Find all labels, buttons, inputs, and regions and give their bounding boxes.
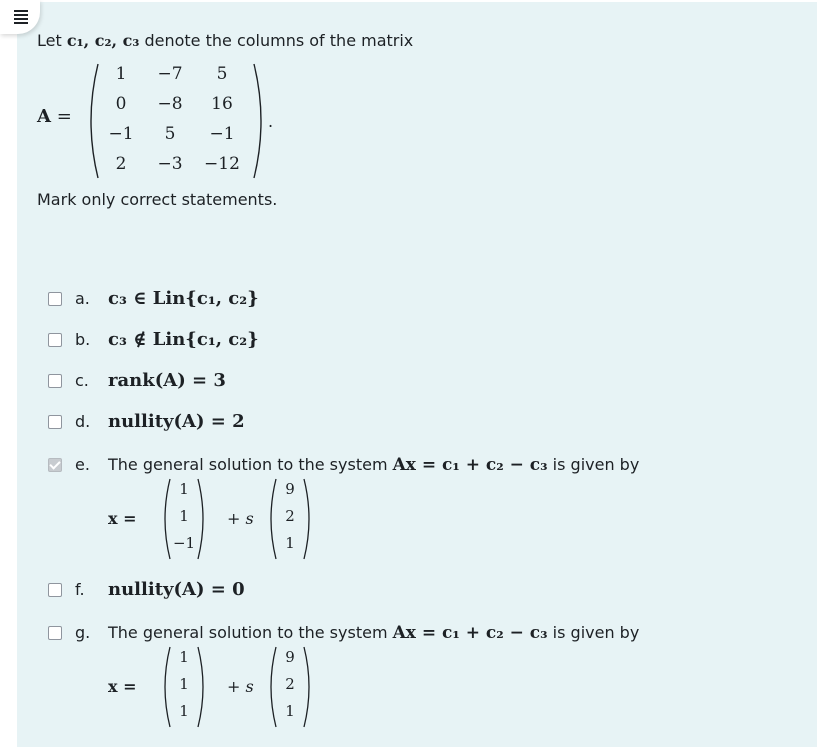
vector-entry: 1 (285, 702, 295, 720)
matrix-cell: 2 (115, 154, 127, 174)
column-vector (266, 645, 314, 729)
matrix-label: A = (37, 106, 72, 127)
matrix-cell: 0 (115, 94, 127, 114)
option-checkbox-b[interactable] (48, 333, 62, 347)
option-math[interactable]: rank(A) = 3 (108, 370, 226, 391)
option-letter: b. (75, 330, 91, 349)
x-label: x = (108, 677, 137, 696)
instruction-text: Mark only correct statements. (37, 190, 278, 209)
option-text[interactable] (108, 455, 639, 475)
option-math[interactable]: c₃ ∉ Lin{c₁, c₂} (108, 329, 259, 350)
matrix-cell: −3 (157, 154, 183, 174)
option-text-prefix: The general solution to the system (108, 623, 393, 642)
matrix-period: . (268, 112, 274, 131)
vector-entry: 9 (285, 480, 295, 498)
x-label: x = (108, 509, 137, 528)
option-letter: c. (75, 371, 89, 390)
vector-entry: 1 (179, 507, 189, 525)
matrix-cell: 5 (216, 64, 228, 84)
option-checkbox-g[interactable] (48, 626, 62, 640)
option-letter: e. (75, 455, 90, 474)
vector-entry: 1 (179, 480, 189, 498)
option-letter: a. (75, 289, 90, 308)
matrix-cell: −12 (204, 154, 240, 174)
vector-entry: 2 (285, 675, 295, 693)
vector-entry: −1 (172, 534, 196, 552)
vector-entry: 1 (285, 534, 295, 552)
option-checkbox-a[interactable] (48, 292, 62, 306)
intro-suffix: denote the columns of the matrix (144, 31, 414, 50)
option-letter: g. (75, 623, 91, 642)
vector-entry: 1 (179, 702, 189, 720)
option-letter: d. (75, 412, 91, 431)
option-math: Ax = c₁ + c₂ − c₃ (392, 455, 548, 475)
intro-math: c₁, c₂, c₃ (66, 31, 140, 50)
option-math[interactable]: nullity(A) = 0 (108, 579, 245, 600)
matrix-cell: 1 (115, 64, 127, 84)
matrix-cell: −7 (157, 64, 183, 84)
option-letter: f. (75, 580, 85, 599)
option-text-suffix: is given by (547, 455, 640, 474)
vector-entry: 1 (179, 675, 189, 693)
option-text-suffix: is given by (547, 623, 640, 642)
matrix-cell: −8 (157, 94, 183, 114)
option-checkbox-d[interactable] (48, 415, 62, 429)
option-checkbox-c[interactable] (48, 374, 62, 388)
option-checkbox-e[interactable] (48, 458, 62, 472)
option-math[interactable]: c₃ ∈ Lin{c₁, c₂} (108, 288, 259, 309)
vector-entry: 1 (179, 648, 189, 666)
option-text[interactable] (108, 623, 639, 643)
matrix-cell: 5 (164, 124, 176, 144)
option-math: Ax = c₁ + c₂ − c₃ (392, 623, 548, 643)
column-vector (266, 477, 314, 561)
vector-entry: 9 (285, 648, 295, 666)
option-checkbox-f[interactable] (48, 583, 62, 597)
intro-prefix: Let (37, 31, 62, 50)
column-vector (160, 645, 208, 729)
matrix-cell: −1 (108, 124, 134, 144)
question-intro (37, 31, 413, 51)
option-text-prefix: The general solution to the system (108, 455, 393, 474)
vector-entry: 2 (285, 507, 295, 525)
matrix-cell: 16 (211, 94, 233, 114)
matrix-cell: −1 (209, 124, 235, 144)
plus-s-label: + s (227, 677, 254, 696)
plus-s-label: + s (227, 509, 254, 528)
column-vector (160, 477, 208, 561)
option-math[interactable]: nullity(A) = 2 (108, 411, 245, 432)
